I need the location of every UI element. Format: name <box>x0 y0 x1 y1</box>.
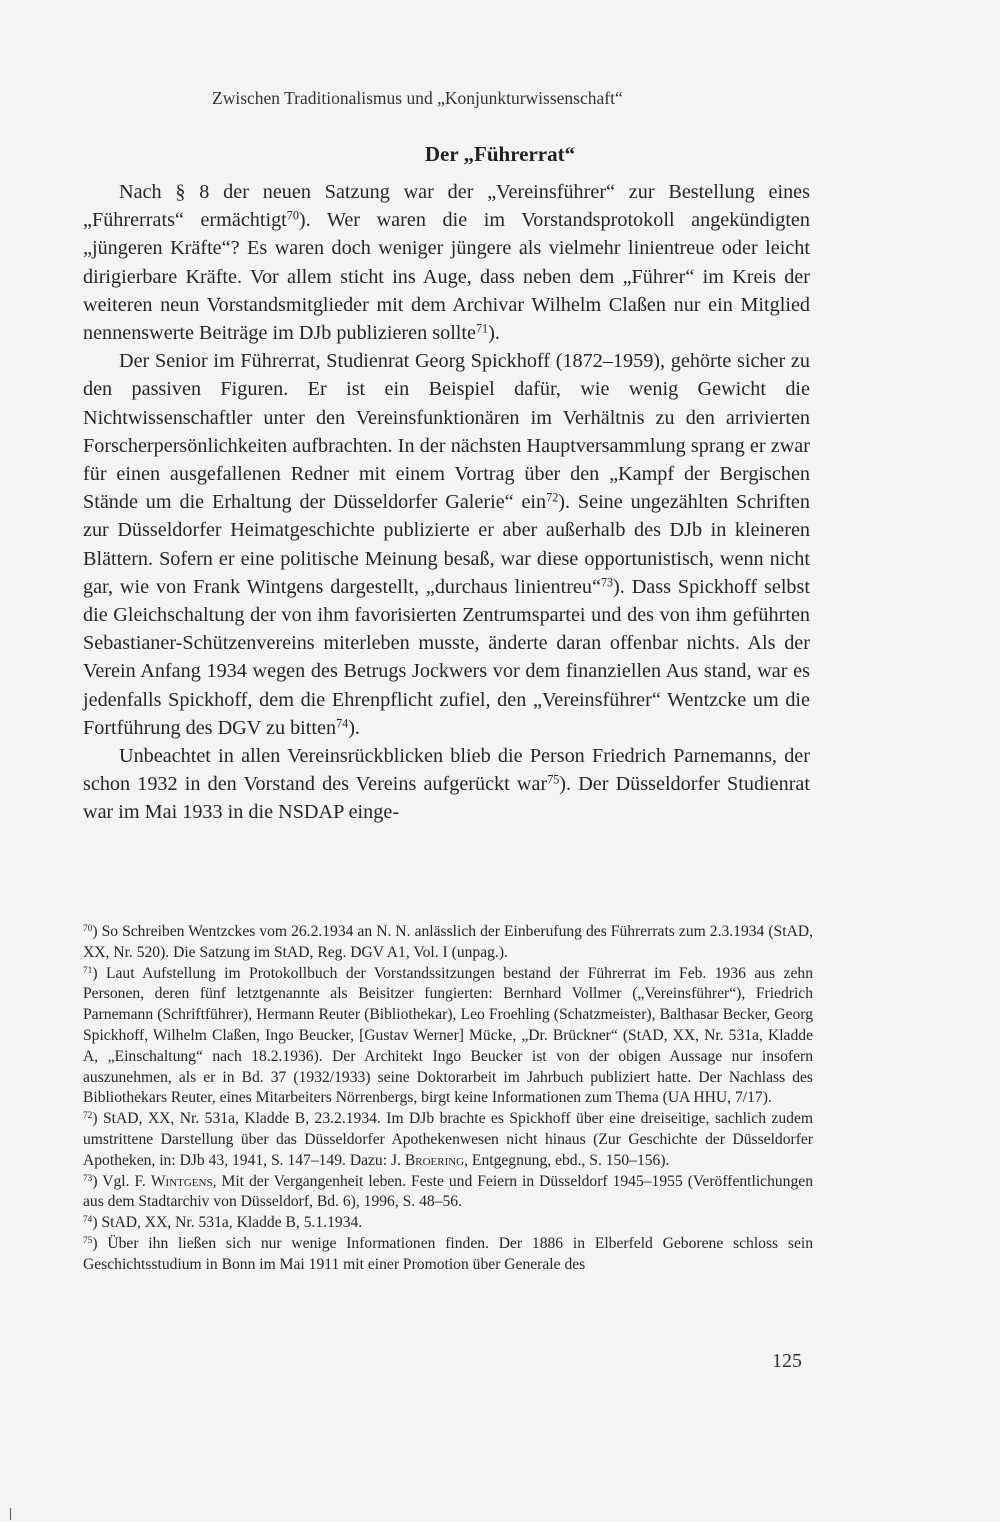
paragraph <box>83 347 810 742</box>
text-run: , Entgegnung, ebd., S. 150–156). <box>464 1151 670 1169</box>
footnote <box>83 964 813 1110</box>
footnote <box>83 1109 813 1171</box>
paragraph <box>83 178 810 347</box>
text-run: ). <box>348 716 360 739</box>
text-run: ) Vgl. F. <box>92 1172 151 1190</box>
text-run: ) So Schreiben Wentzckes vom 26.2.1934 an N. N. anlässlich der Einberufung des Führerrats zum 2.3.1934 (StAD, XX, Nr. 520). Die Satzung im StAD, Reg. DGV A1, Vol. I (unpag.). <box>83 923 813 961</box>
footnote <box>83 1213 813 1234</box>
section-title: Der „Führerrat“ <box>424 142 576 166</box>
author-name: Broering <box>404 1151 465 1169</box>
footnote <box>83 1234 813 1276</box>
text-run: ) Laut Aufstellung im Protokollbuch der Vorstandssitzungen bestand der Führerrat im Feb. 1936 aus zehn Personen, deren fünf letztgenannte als Beisitzer fungierten: Bernhard Vollmer („Vereinsführer“), Friedrich Parnemann (Schriftführer), Hermann Reuter (Bibliothekar), Leo Froehling (Schatzmeister), Balthasar Becker, Georg Spickhoff, Wilhelm Claßen, Ingo Beucker, [Gustav Werner] Mücke, „Dr. Brückner“ (StAD, XX, Nr. 531a, Kladde A, „Einschaltung“ nach 18.2.1936). Der Architekt Ingo Beucker ist von der obigen Aussage nur insofern auszunehmen, als er in Bd. 37 (1932/1933) seine Doktorarbeit im Jahrbuch publiziert hatte. Der Nachlass des Bibliothekars Reuter, eines Mitarbeiters Nörrenbergs, birgt keine Informationen zum Thema (UA HHU, 7/17). <box>83 964 813 1107</box>
text-run: ). Seine ungezählten Schriften zur Düsseldorfer Heimatgeschichte publizierte er aber außerhalb des DJb in kleineren Blättern. Sofern er eine politische Meinung besaß, war diese opportunistisch, wenn nicht gar, wie von Frank Wintgens dargestellt, „durchaus linientreu“ <box>83 491 810 598</box>
footnote-marker: 72 <box>546 490 559 505</box>
text-run: Unbeachtet in allen Vereinsrückblicken blieb die Person Friedrich Parnemanns, der schon 1932 in den Vorstand des Vereins aufgerückt war <box>83 745 810 796</box>
text-run: ). <box>488 322 500 345</box>
footnote-marker: 70 <box>286 208 299 223</box>
text-run: Der Senior im Führerrat, Studienrat Georg Spickhoff (1872–1959), gehörte sicher zu den passiven Figuren. Er ist ein Beispiel dafür, wie wenig Gewicht die Nichtwissenschaftler unter den Vereinsfunktionären im Verhältnis zu den arrivierten Forscherpersönlichkeiten aufbrachten. In der nächsten Hauptversammlung sprang er zwar für einen ausgefallenen Redner mit einem Vortrag über den „Kampf der Bergischen Stände um die Erhaltung der Düsseldorfer Galerie“ ein <box>83 350 810 514</box>
footnote-marker: 73 <box>83 1173 93 1184</box>
footnotes <box>83 922 813 1276</box>
paragraph <box>83 742 810 827</box>
running-head: Zwischen Traditionalismus und „Konjunkturwissenschaft“ <box>212 88 623 108</box>
footnote-marker: 72 <box>83 1111 93 1122</box>
page-number: 125 <box>772 1350 802 1372</box>
footnote <box>83 922 813 964</box>
text-run: ) StAD, XX, Nr. 531a, Kladde B, 23.2.1934. Im DJb brachte es Spickhoff über eine dreiseitige, sachlich zudem umstrittene Darstellung über das Düsseldorfer Apothekenwesen nicht hinaus (Zur Geschichte der Düsseldorfer Apotheken, in: DJb 43, 1941, S. 147–149. Dazu: J. <box>83 1110 813 1169</box>
text-run: ). Der Düsseldorfer Studienrat war im Mai 1933 in die NSDAP einge- <box>83 773 810 824</box>
footnote-marker: 75 <box>83 1235 93 1246</box>
footnote-marker: 71 <box>83 965 93 976</box>
footnote-marker: 70 <box>83 923 93 934</box>
text-run: ) StAD, XX, Nr. 531a, Kladde B, 5.1.1934. <box>92 1214 363 1232</box>
footnote <box>83 1172 813 1214</box>
footnote-marker: 73 <box>600 575 614 590</box>
footnote-marker: 71 <box>475 321 489 336</box>
footnote-marker: 75 <box>547 772 560 787</box>
text-run: ). Wer waren die im Vorstandsprotokoll angekündigten „jüngeren Kräfte“? Es waren doch weniger jüngere als vielmehr linientreue oder leicht dirigierbare Kräfte. Vor allem sticht ins Auge, dass neben dem „Führer“ im Kreis der weiteren neun Vorstandsmitglieder mit dem Archivar Wilhelm Claßen nur ein Mitglied nennenswerte Beiträge im DJb publizieren sollte <box>83 209 810 345</box>
text-run: ) Über ihn ließen sich nur wenige Informationen finden. Der 1886 in Elberfeld Geborene schloss sein Geschichtsstudium in Bonn im Mai 1911 mit einer Promotion über Generale des <box>83 1234 813 1273</box>
text-run: , Mit der Vergangenheit leben. Feste und Feiern in Düsseldorf 1945–1955 (Veröffentlichungen aus dem Stadtarchiv von Düsseldorf, Bd. 6), 1996, S. 48–56. <box>83 1172 813 1211</box>
text-run: Nach § 8 der neuen Satzung war der „Vereinsführer“ zur Bestellung eines „Führerrats“ ermächtigt <box>83 181 810 232</box>
footnote-marker: 74 <box>336 716 349 731</box>
margin-mark <box>10 1508 11 1520</box>
author-name: Wintgens <box>150 1172 213 1190</box>
footnote-marker: 74 <box>83 1215 93 1226</box>
main-text <box>83 178 810 827</box>
text-run: ). Dass Spickhoff selbst die Gleichschaltung der von ihm favorisierten Zentrumspartei und des von ihm geführten Sebastianer-Schützenvereins miterleben musste, änderte daran offenbar nichts. Als der Verein Anfang 1934 wegen des Betrugs Jockwers vor dem finanziellen Aus stand, war es jedenfalls Spickhoff, dem die Ehrenpflicht zufiel, den „Vereinsführer“ Wentzcke um die Fortführung des DGV zu bitten <box>83 575 810 739</box>
